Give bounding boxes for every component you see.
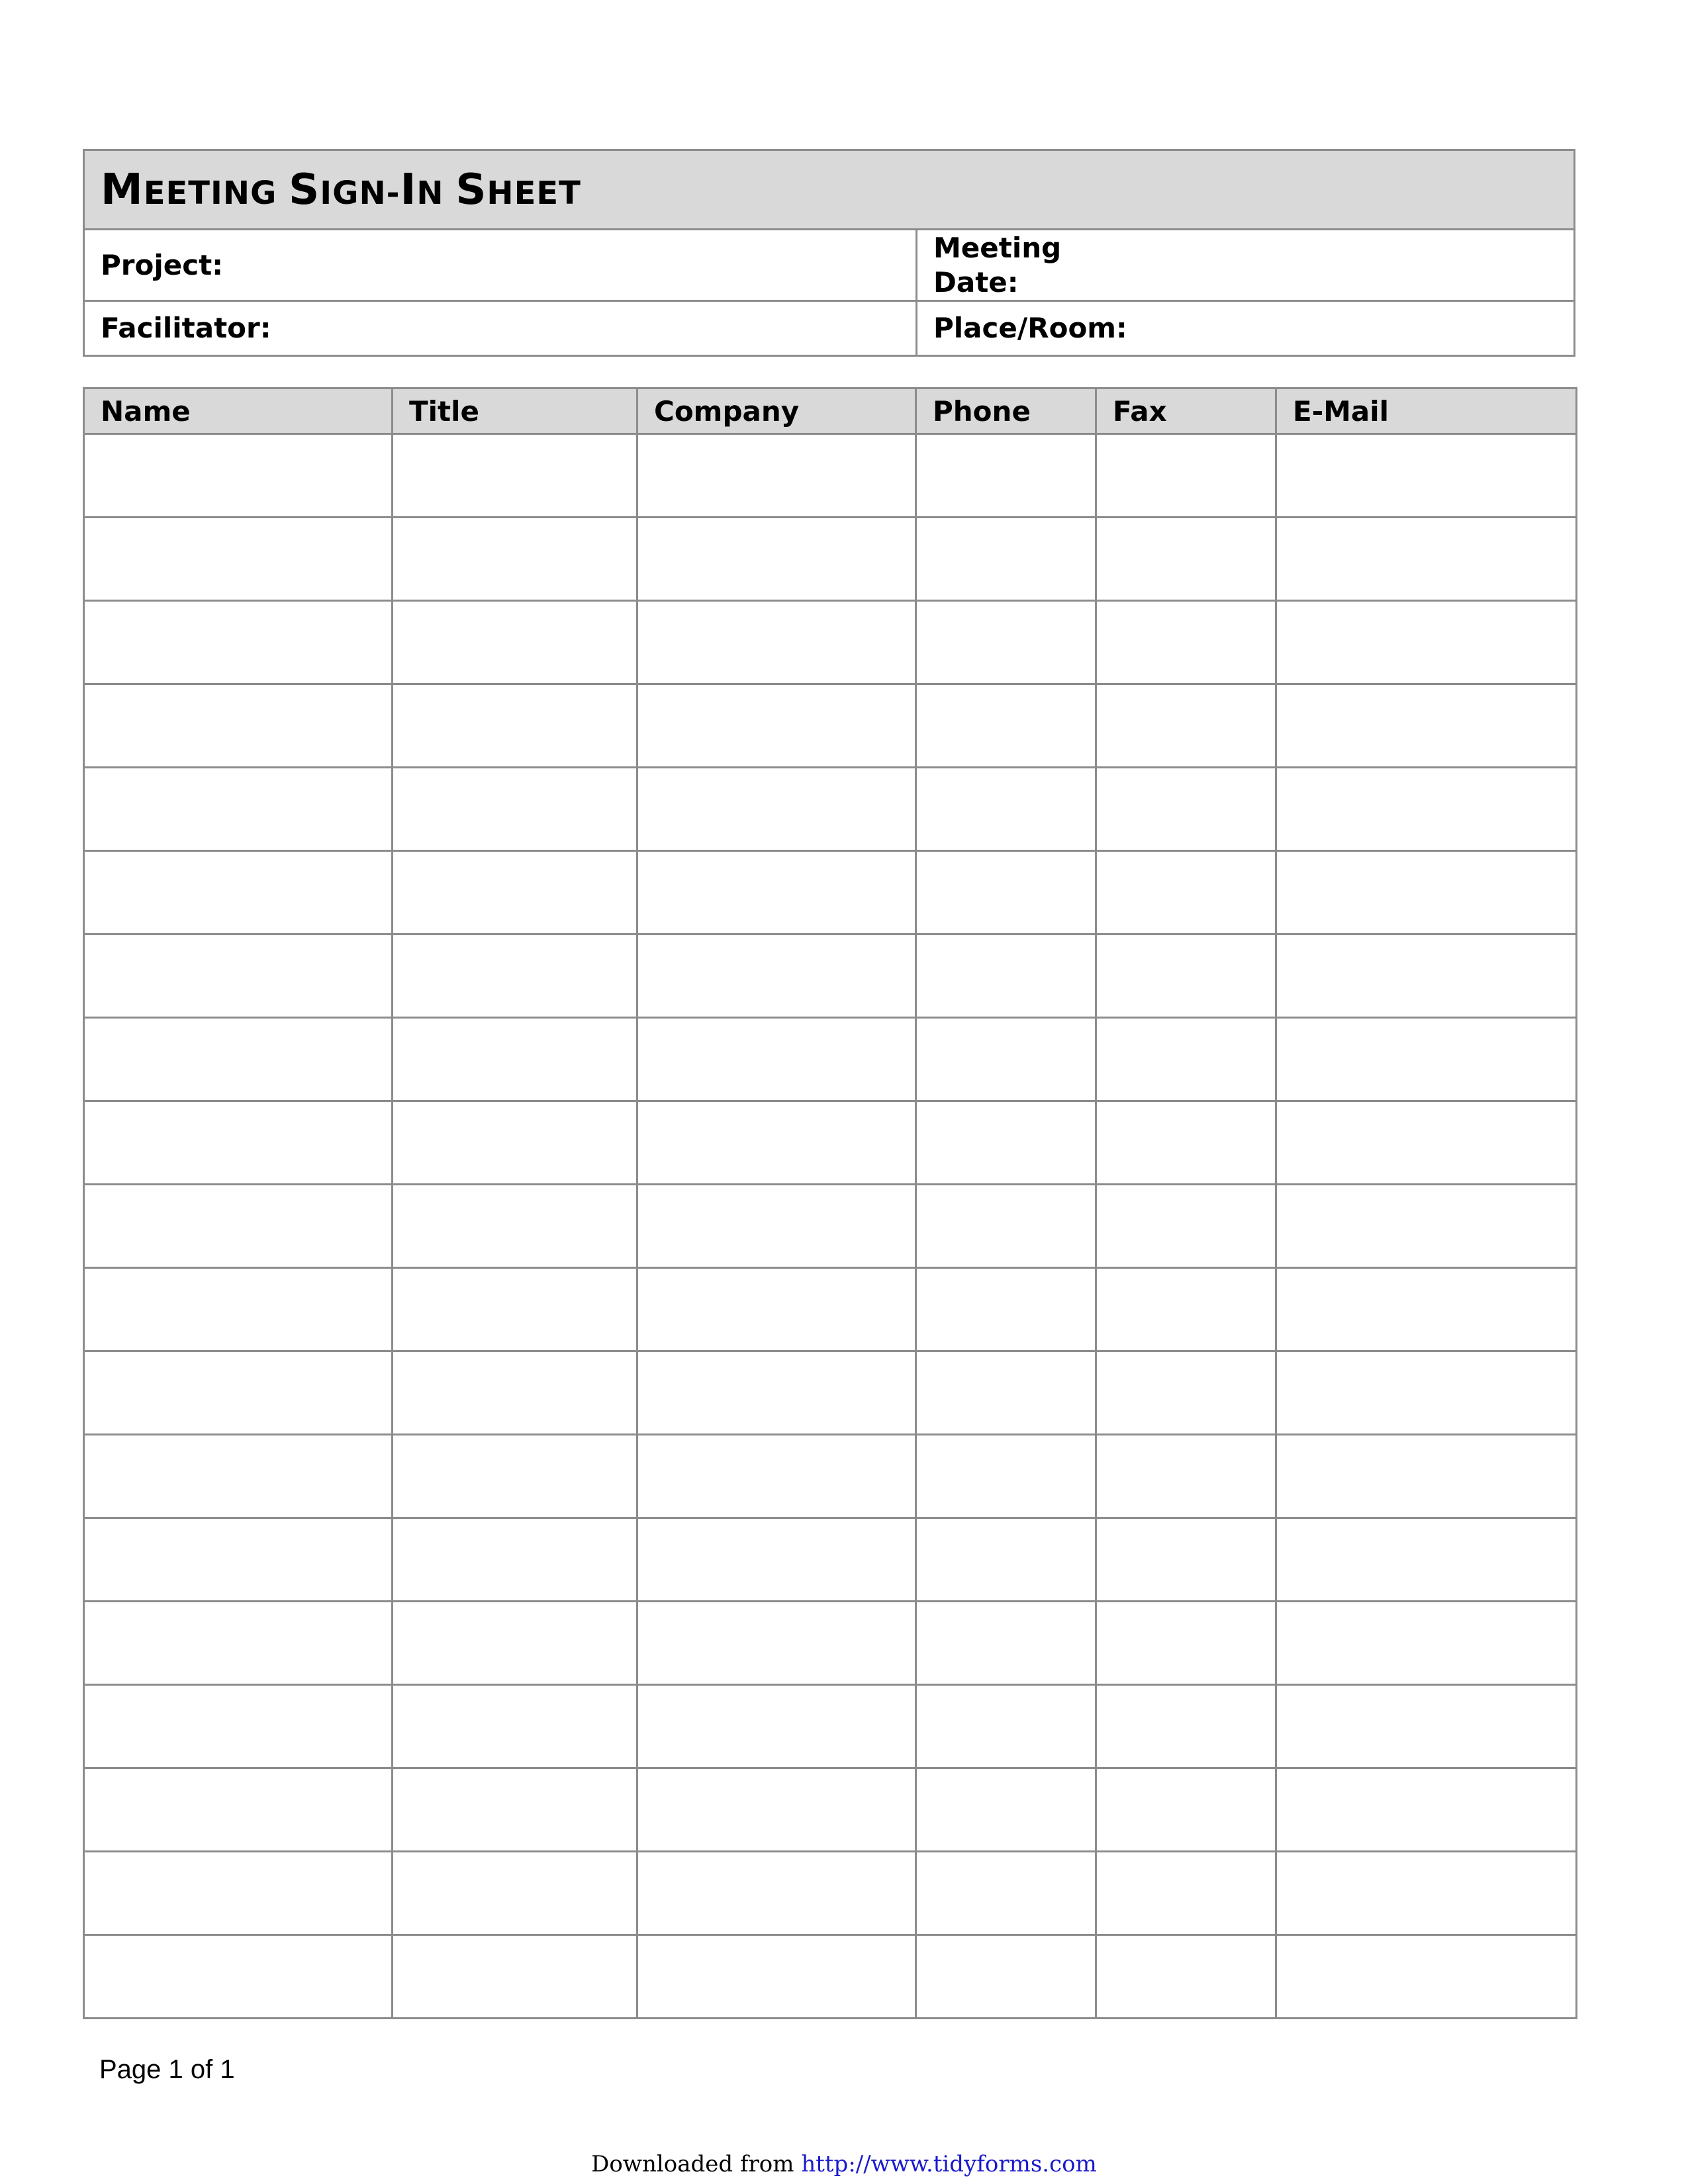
table-row — [84, 1852, 1577, 1935]
cell-company[interactable] — [637, 934, 916, 1018]
project-label: Project: — [101, 248, 224, 281]
cell-title[interactable] — [393, 1685, 637, 1768]
cell-company[interactable] — [637, 1602, 916, 1685]
cell-company[interactable] — [637, 1101, 916, 1185]
cell-email[interactable] — [1276, 1602, 1577, 1685]
table-row — [84, 1185, 1577, 1268]
cell-phone[interactable] — [916, 1018, 1096, 1101]
cell-title[interactable] — [393, 1351, 637, 1435]
place-room-label: Place/Room: — [933, 312, 1127, 344]
cell-phone[interactable] — [916, 434, 1096, 518]
cell-name[interactable] — [84, 434, 393, 518]
cell-phone[interactable] — [916, 934, 1096, 1018]
cell-title[interactable] — [393, 684, 637, 768]
cell-name[interactable] — [84, 1852, 393, 1935]
cell-name[interactable] — [84, 768, 393, 851]
cell-company[interactable] — [637, 768, 916, 851]
cell-email[interactable] — [1276, 1852, 1577, 1935]
cell-phone[interactable] — [916, 1852, 1096, 1935]
cell-email[interactable] — [1276, 518, 1577, 601]
meeting-date-label-line1: Meeting — [933, 231, 1062, 264]
table-row — [84, 1518, 1577, 1602]
form-header — [83, 149, 1575, 357]
cell-title[interactable] — [393, 1768, 637, 1852]
cell-email[interactable] — [1276, 434, 1577, 518]
table-row — [84, 1768, 1577, 1852]
cell-phone[interactable] — [916, 684, 1096, 768]
page-title — [101, 165, 581, 214]
info-row-project — [85, 230, 1573, 302]
cell-fax[interactable] — [1096, 601, 1276, 684]
download-prefix: Downloaded from — [591, 2151, 802, 2177]
meeting-date-label — [933, 231, 1061, 300]
table-row — [84, 518, 1577, 601]
cell-phone[interactable] — [916, 1768, 1096, 1852]
cell-company[interactable] — [637, 1768, 916, 1852]
cell-email[interactable] — [1276, 768, 1577, 851]
cell-title[interactable] — [393, 1185, 637, 1268]
cell-title[interactable] — [393, 518, 637, 601]
table-row — [84, 1101, 1577, 1185]
cell-company[interactable] — [637, 1435, 916, 1518]
cell-phone[interactable] — [916, 1185, 1096, 1268]
cell-title[interactable] — [393, 434, 637, 518]
cell-fax[interactable] — [1096, 934, 1276, 1018]
meeting-date-field[interactable] — [917, 230, 1573, 300]
cell-phone[interactable] — [916, 1435, 1096, 1518]
place-room-field[interactable] — [917, 302, 1573, 355]
cell-fax[interactable] — [1096, 1351, 1276, 1435]
download-link[interactable]: http://www.tidyforms.com — [801, 2151, 1097, 2177]
cell-title[interactable] — [393, 768, 637, 851]
column-header-company: Company — [637, 388, 916, 434]
cell-company[interactable] — [637, 1268, 916, 1351]
cell-phone[interactable] — [916, 601, 1096, 684]
cell-fax[interactable] — [1096, 1685, 1276, 1768]
cell-title[interactable] — [393, 934, 637, 1018]
table-row — [84, 1268, 1577, 1351]
column-header-fax: Fax — [1096, 388, 1276, 434]
cell-title[interactable] — [393, 1518, 637, 1602]
cell-phone[interactable] — [916, 851, 1096, 934]
download-line — [0, 2151, 1688, 2177]
table-row — [84, 934, 1577, 1018]
cell-name[interactable] — [84, 684, 393, 768]
cell-email[interactable] — [1276, 851, 1577, 934]
cell-phone[interactable] — [916, 1602, 1096, 1685]
cell-email[interactable] — [1276, 1018, 1577, 1101]
title-rest-1: EETING — [143, 174, 289, 212]
cell-name[interactable] — [84, 851, 393, 934]
cell-phone[interactable] — [916, 1268, 1096, 1351]
facilitator-field[interactable] — [85, 302, 917, 355]
cell-email[interactable] — [1276, 1185, 1577, 1268]
project-field[interactable] — [85, 230, 917, 300]
info-row-facilitator — [85, 302, 1573, 355]
cell-fax[interactable] — [1096, 1935, 1276, 2019]
cell-fax[interactable] — [1096, 518, 1276, 601]
cell-fax[interactable] — [1096, 851, 1276, 934]
cell-fax[interactable] — [1096, 1602, 1276, 1685]
column-header-name: Name — [84, 388, 393, 434]
cell-phone[interactable] — [916, 1351, 1096, 1435]
cell-company[interactable] — [637, 601, 916, 684]
cell-company[interactable] — [637, 1685, 916, 1768]
cell-title[interactable] — [393, 1268, 637, 1351]
cell-name[interactable] — [84, 1351, 393, 1435]
cell-fax[interactable] — [1096, 1435, 1276, 1518]
cell-name[interactable] — [84, 1768, 393, 1852]
table-row — [84, 1435, 1577, 1518]
cell-fax[interactable] — [1096, 684, 1276, 768]
cell-email[interactable] — [1276, 1435, 1577, 1518]
cell-company[interactable] — [637, 434, 916, 518]
cell-email[interactable] — [1276, 1518, 1577, 1602]
table-row — [84, 1351, 1577, 1435]
cell-title[interactable] — [393, 601, 637, 684]
cell-company[interactable] — [637, 1018, 916, 1101]
title-rest-2: IGN- — [320, 174, 400, 212]
table-row — [84, 1602, 1577, 1685]
table-row — [84, 768, 1577, 851]
cell-email[interactable] — [1276, 1101, 1577, 1185]
cell-company[interactable] — [637, 1518, 916, 1602]
cell-email[interactable] — [1276, 684, 1577, 768]
cell-title[interactable] — [393, 851, 637, 934]
cell-fax[interactable] — [1096, 1852, 1276, 1935]
table-row — [84, 851, 1577, 934]
table-row — [84, 1018, 1577, 1101]
title-cap-3: I — [400, 165, 417, 214]
table-row — [84, 1685, 1577, 1768]
column-header-email: E-Mail — [1276, 388, 1577, 434]
cell-company[interactable] — [637, 1185, 916, 1268]
cell-title[interactable] — [393, 1852, 637, 1935]
cell-fax[interactable] — [1096, 1518, 1276, 1602]
cell-phone[interactable] — [916, 518, 1096, 601]
cell-name[interactable] — [84, 1018, 393, 1101]
cell-email[interactable] — [1276, 1685, 1577, 1768]
cell-title[interactable] — [393, 1935, 637, 2019]
cell-company[interactable] — [637, 1852, 916, 1935]
meeting-date-label-line2: Date: — [933, 265, 1019, 298]
cell-email[interactable] — [1276, 1935, 1577, 2019]
signin-table — [83, 387, 1577, 2019]
cell-phone[interactable] — [916, 1685, 1096, 1768]
facilitator-label: Facilitator: — [101, 312, 271, 344]
cell-title[interactable] — [393, 1101, 637, 1185]
cell-name[interactable] — [84, 518, 393, 601]
cell-email[interactable] — [1276, 601, 1577, 684]
cell-title[interactable] — [393, 1602, 637, 1685]
cell-name[interactable] — [84, 601, 393, 684]
cell-fax[interactable] — [1096, 1018, 1276, 1101]
cell-name[interactable] — [84, 934, 393, 1018]
title-rest-3: N — [416, 174, 456, 212]
cell-fax[interactable] — [1096, 434, 1276, 518]
cell-fax[interactable] — [1096, 1268, 1276, 1351]
cell-name[interactable] — [84, 1185, 393, 1268]
table-row — [84, 434, 1577, 518]
signin-table-body — [84, 434, 1577, 2019]
cell-email[interactable] — [1276, 1268, 1577, 1351]
cell-name[interactable] — [84, 1935, 393, 2019]
cell-company[interactable] — [637, 1351, 916, 1435]
cell-name[interactable] — [84, 1101, 393, 1185]
title-cap-4: S — [455, 165, 487, 214]
cell-phone[interactable] — [916, 1101, 1096, 1185]
table-row — [84, 601, 1577, 684]
cell-company[interactable] — [637, 851, 916, 934]
cell-phone[interactable] — [916, 1518, 1096, 1602]
cell-email[interactable] — [1276, 1351, 1577, 1435]
table-header-row — [84, 388, 1577, 434]
cell-company[interactable] — [637, 518, 916, 601]
table-row — [84, 684, 1577, 768]
cell-name[interactable] — [84, 1435, 393, 1518]
cell-email[interactable] — [1276, 934, 1577, 1018]
title-cap-1: M — [101, 165, 144, 214]
cell-name[interactable] — [84, 1685, 393, 1768]
cell-company[interactable] — [637, 684, 916, 768]
cell-name[interactable] — [84, 1602, 393, 1685]
column-header-title: Title — [393, 388, 637, 434]
cell-name[interactable] — [84, 1268, 393, 1351]
title-bar — [85, 151, 1573, 230]
column-header-phone: Phone — [916, 388, 1096, 434]
cell-phone[interactable] — [916, 1935, 1096, 2019]
cell-title[interactable] — [393, 1018, 637, 1101]
cell-fax[interactable] — [1096, 1185, 1276, 1268]
cell-fax[interactable] — [1096, 1101, 1276, 1185]
cell-email[interactable] — [1276, 1768, 1577, 1852]
title-rest-4: HEET — [487, 174, 581, 212]
cell-company[interactable] — [637, 1935, 916, 2019]
page-number: Page 1 of 1 — [99, 2055, 235, 2084]
cell-fax[interactable] — [1096, 768, 1276, 851]
cell-title[interactable] — [393, 1435, 637, 1518]
cell-name[interactable] — [84, 1518, 393, 1602]
cell-fax[interactable] — [1096, 1768, 1276, 1852]
table-row — [84, 1935, 1577, 2019]
title-cap-2: S — [289, 165, 320, 214]
cell-phone[interactable] — [916, 768, 1096, 851]
